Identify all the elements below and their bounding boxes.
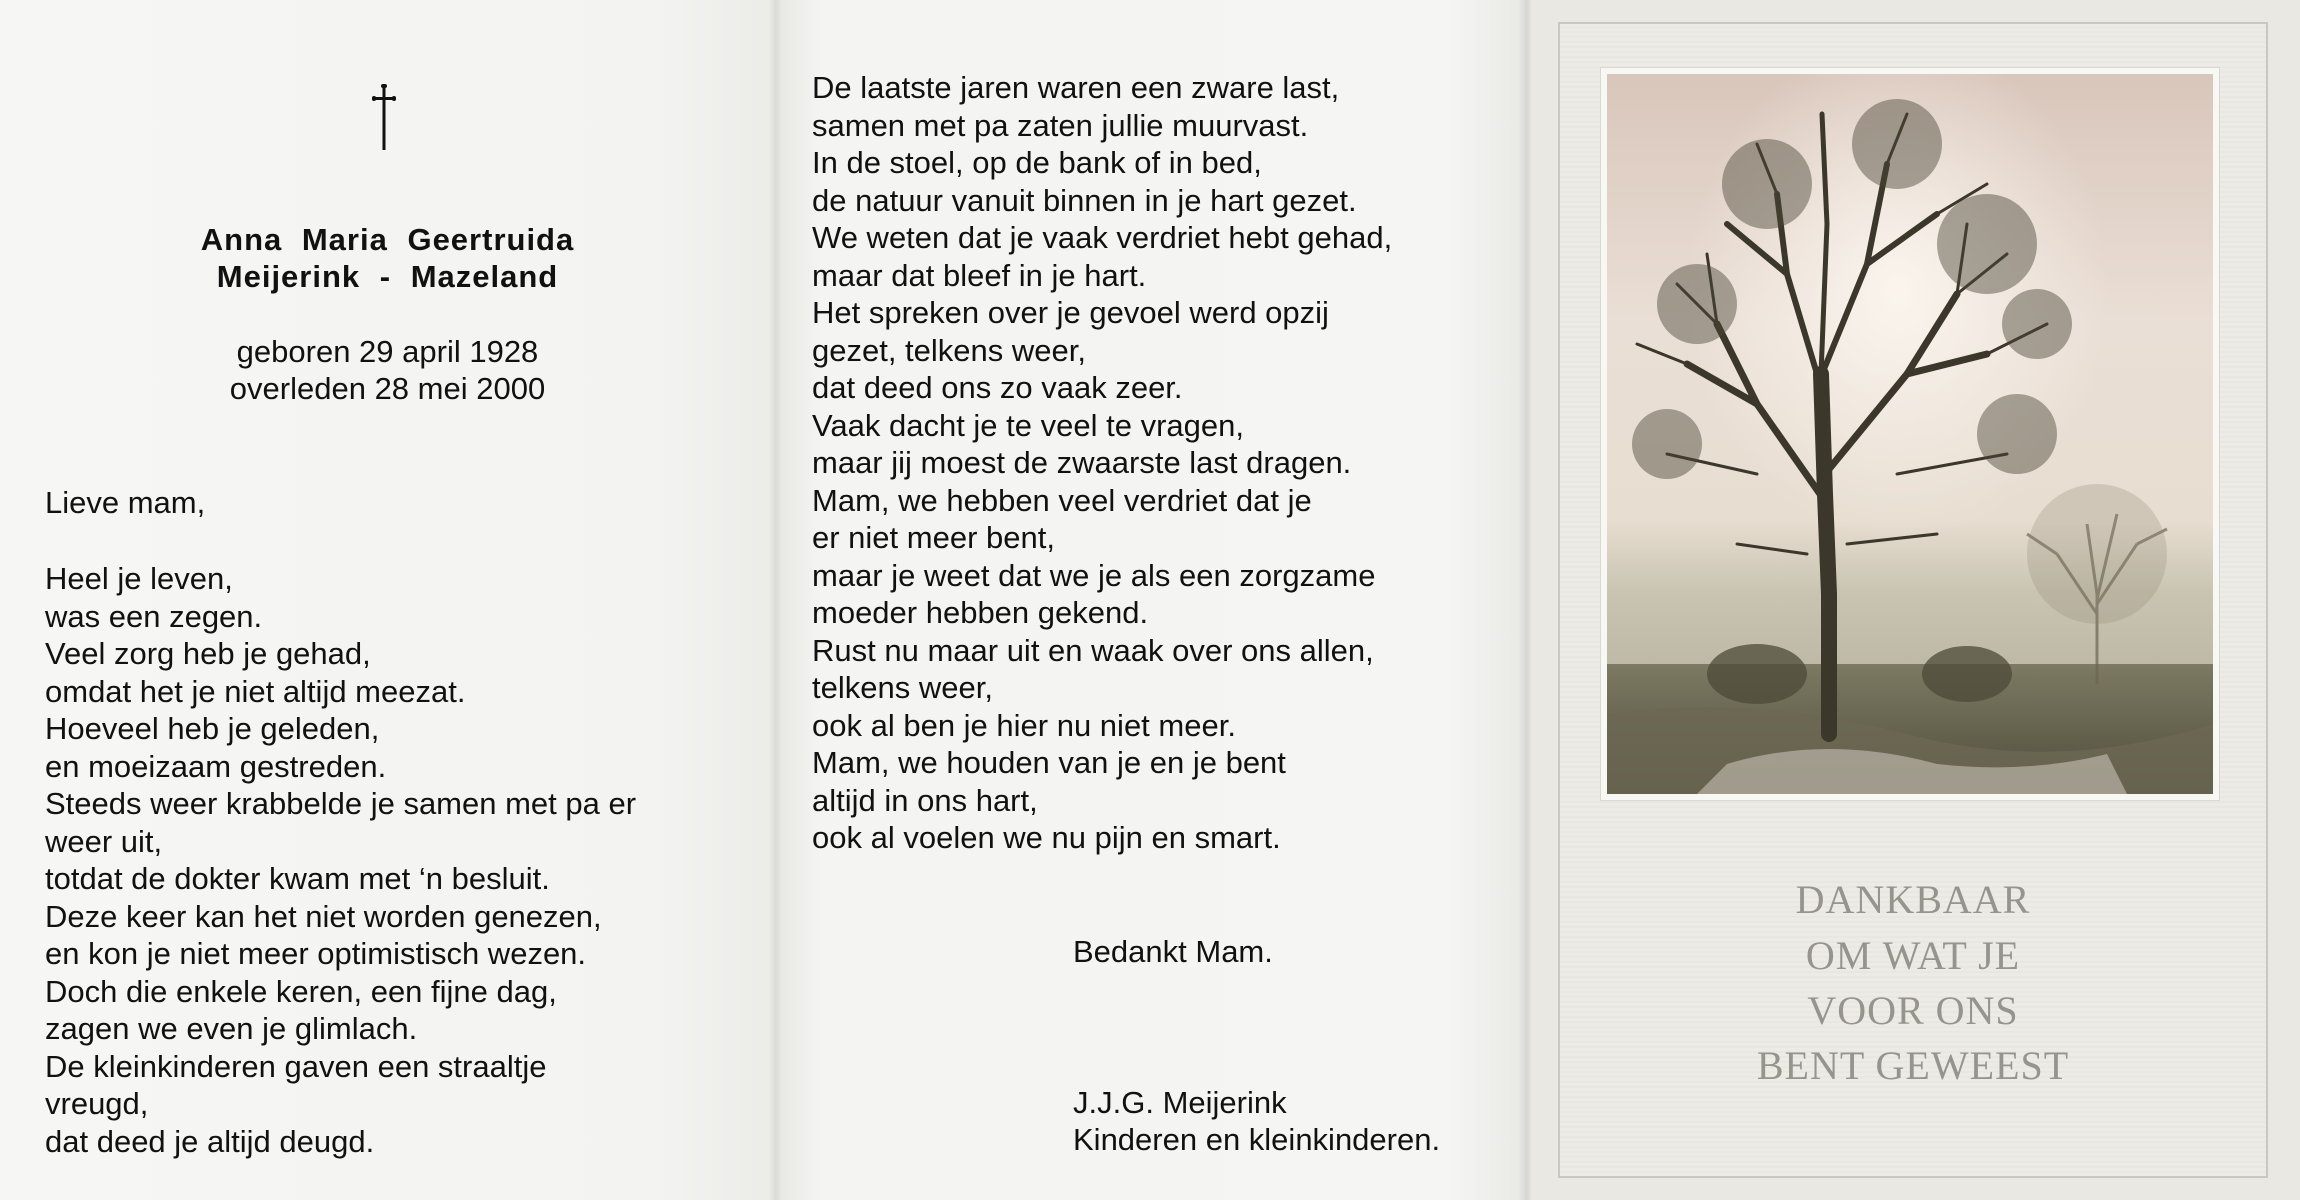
poem-line: Rust nu maar uit en waak over ons allen,: [812, 632, 1374, 668]
poem-line: ook al ben je hier nu niet meer.: [812, 707, 1236, 743]
poem-line: ook al voelen we nu pijn en smart.: [812, 820, 1281, 855]
cover-caption-line-3: VOOR ONS: [1807, 988, 2019, 1033]
cover-caption-line-1: DANKBAAR: [1795, 877, 2031, 922]
poem-line: Doch die enkele keren, een fijne dag,: [45, 973, 557, 1009]
greeting: Lieve mam,: [45, 485, 206, 520]
signature-family: Kinderen en kleinkinderen.: [1073, 1122, 1441, 1157]
deceased-first-names: Anna Maria Geertruida: [200, 222, 575, 257]
poem-middle-column: [812, 69, 1392, 857]
poem-line: en kon je niet meer optimistisch wezen.: [45, 936, 587, 971]
poem-line: en moeizaam gestreden.: [45, 748, 387, 784]
poem-line: telkens weer,: [812, 670, 993, 705]
poem-line: dat deed je altijd deugd.: [45, 1123, 375, 1159]
poem-line: Veel zorg heb je gehad,: [45, 636, 371, 671]
fold-crease-left: [768, 0, 782, 1200]
poem-line: moeder hebben gekend.: [812, 595, 1149, 630]
birth-date: geboren 29 april 1928: [236, 334, 539, 369]
poem-line: maar dat bleef in je hart.: [812, 257, 1147, 293]
poem-line: In de stoel, op de bank of in bed,: [812, 145, 1262, 180]
cross-icon: [370, 84, 398, 150]
poem-line: vreugd,: [45, 1086, 149, 1121]
poem-line: omdat het je niet altijd meezat.: [45, 673, 466, 709]
poem-line: maar je weet dat we je als een zorgzame: [812, 557, 1376, 593]
signature-name: J.J.G. Meijerink: [1073, 1085, 1287, 1120]
tree-photo-illustration: [1607, 74, 2213, 794]
poem-line: weer uit,: [45, 823, 163, 859]
poem-line: Vaak dacht je te veel te vragen,: [812, 407, 1244, 443]
poem-line: Deze keer kan het niet worden genezen,: [45, 898, 602, 934]
tree-photo: [1607, 74, 2213, 794]
deceased-surnames: Meijerink - Mazeland: [216, 259, 559, 294]
poem-left-column: [45, 560, 636, 1160]
poem-line: er niet meer bent,: [812, 520, 1055, 555]
poem-line: Steeds weer krabbelde je samen met pa er: [45, 786, 637, 821]
cover-caption-line-4: BENT GEWEEST: [1756, 1043, 2070, 1088]
fold-crease-right: [1518, 0, 1532, 1200]
poem-line: samen met pa zaten jullie muurvast.: [812, 107, 1309, 143]
poem-line: Heel je leven,: [45, 561, 233, 596]
poem-line: gezet, telkens weer,: [812, 332, 1086, 368]
poem-line: Mam, we houden van je en je bent: [812, 745, 1286, 780]
poem-line: maar jij moest de zwaarste last dragen.: [812, 445, 1352, 480]
thanks-line: Bedankt Mam.: [1073, 934, 1273, 969]
death-date: overleden 28 mei 2000: [229, 371, 546, 406]
poem-line: Mam, we hebben veel verdriet dat je: [812, 482, 1312, 518]
poem-line: dat deed ons zo vaak zeer.: [812, 370, 1183, 405]
poem-line: totdat de dokter kwam met ‘n besluit.: [45, 861, 550, 896]
poem-line: De laatste jaren waren een zware last,: [812, 70, 1340, 105]
poem-line: Het spreken over je gevoel werd opzij: [812, 295, 1329, 330]
poem-line: De kleinkinderen gaven een straaltje: [45, 1048, 547, 1084]
poem-line: was een zegen.: [45, 598, 263, 634]
poem-line: We weten dat je vaak verdriet hebt gehad,: [812, 220, 1393, 255]
poem-line: altijd in ons hart,: [812, 782, 1038, 818]
poem-line: de natuur vanuit binnen in je hart gezet.: [812, 182, 1357, 218]
poem-line: zagen we even je glimlach.: [45, 1011, 418, 1046]
cover-caption-line-2: OM WAT JE: [1805, 933, 2021, 978]
poem-line: Hoeveel heb je geleden,: [45, 711, 380, 746]
